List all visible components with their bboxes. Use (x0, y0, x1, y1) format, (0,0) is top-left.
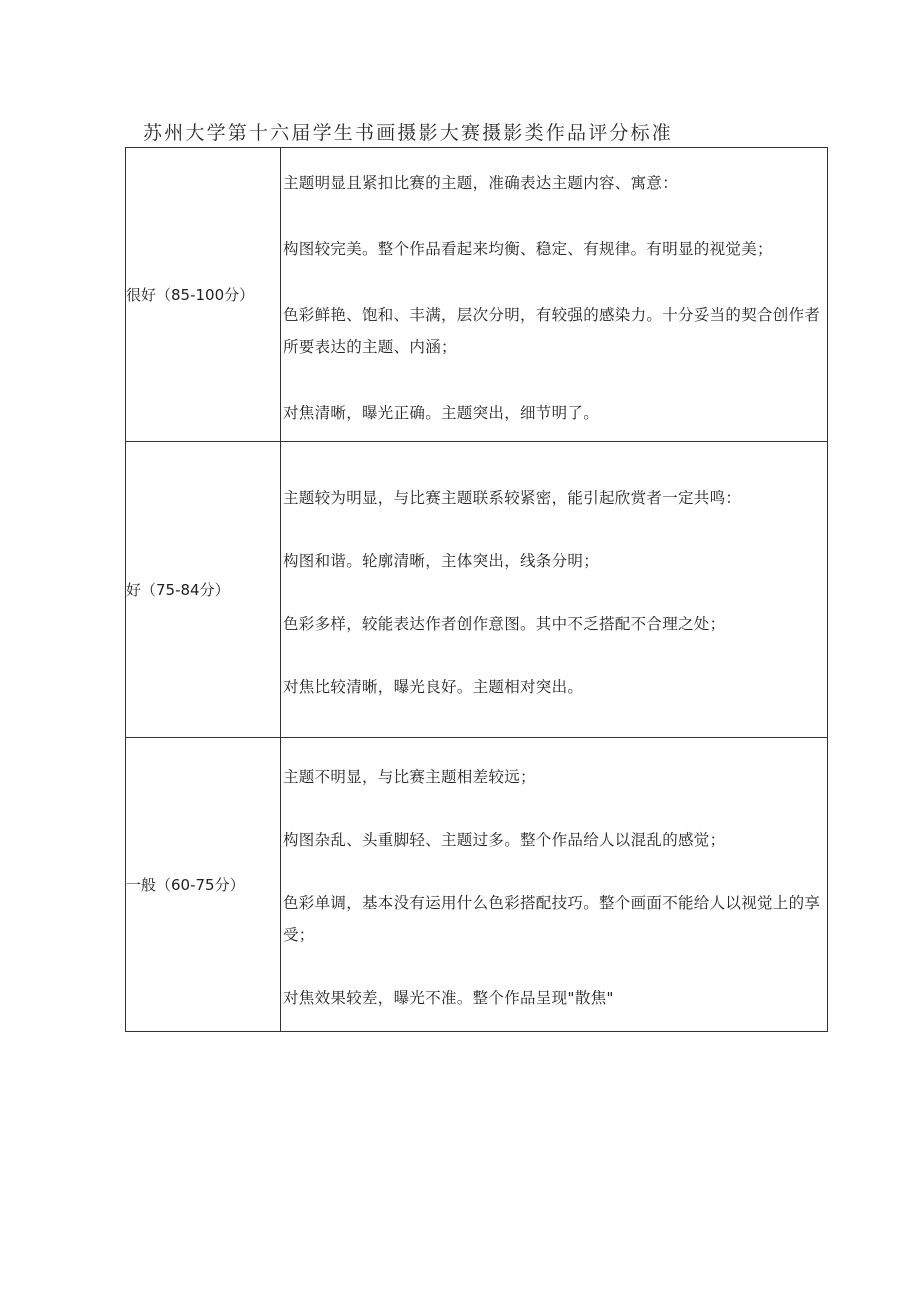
criterion-color: 色彩多样，较能表达作者创作意图。其中不乏搭配不合理之处； (283, 615, 726, 633)
criteria-cell (281, 738, 828, 1032)
criterion-focus: 对焦效果较差，曝光不准。整个作品呈现"散焦" (283, 989, 614, 1007)
criteria-cell (281, 442, 828, 738)
criterion-focus: 对焦清晰，曝光正确。主题突出，细节明了。 (283, 403, 600, 422)
criteria-cell (281, 148, 828, 442)
grade-cell (126, 148, 281, 442)
grade-cell (126, 442, 281, 738)
table-row-good (126, 442, 828, 738)
grade-label: 很好（85-100分） (126, 286, 255, 304)
criterion-theme: 主题明显且紧扣比赛的主题，准确表达主题内容、寓意： (283, 173, 679, 192)
grade-cell (126, 738, 281, 1032)
grade-label: 好（75-84分） (126, 581, 230, 599)
document-title: 苏州大学第十六届学生书画摄影大赛摄影类作品评分标准 (143, 122, 674, 144)
table-row-average (126, 738, 828, 1032)
grade-label: 一般（60-75分） (126, 876, 245, 894)
criterion-color: 色彩单调，基本没有运用什么色彩搭配技巧。整个画面不能给人以视觉上的享受； (283, 894, 821, 944)
criterion-theme: 主题较为明显，与比赛主题联系较紧密，能引起欣赏者一定共鸣： (283, 489, 742, 507)
criterion-composition: 构图较完美。整个作品看起来均衡、稳定、有规律。有明显的视觉美； (283, 239, 773, 258)
criterion-composition: 构图杂乱、头重脚轻、主题过多。整个作品给人以混乱的感觉； (283, 831, 726, 849)
scoring-criteria-table (125, 147, 828, 1032)
criterion-focus: 对焦比较清晰，曝光良好。主题相对突出。 (283, 678, 584, 696)
table-row-excellent (126, 148, 828, 442)
criterion-color: 色彩鲜艳、饱和、丰满，层次分明，有较强的感染力。十分妥当的契合创作者所要表达的主题、内涵； (283, 305, 821, 356)
criterion-theme: 主题不明显，与比赛主题相差较远； (283, 768, 536, 786)
criterion-composition: 构图和谐。轮廓清晰，主体突出，线条分明； (283, 552, 600, 570)
